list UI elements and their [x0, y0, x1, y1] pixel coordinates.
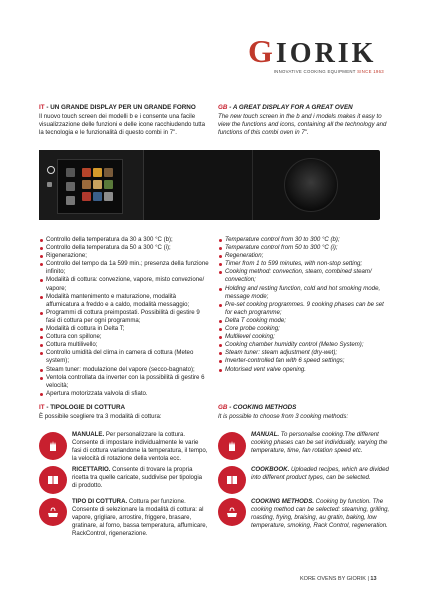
it-method-type: TIPO DI COTTURA. Cottura per funzione. Consente di selezionare la modalità di cottura: al vapore, grigliare, arrostire, friggere, brasare, gratinare, al forno, bassa temperatura, affumicare, RackControl, rigenerazione. — [72, 498, 208, 538]
oven-screen-panel — [39, 150, 144, 220]
feature-list-item: Regeneration; — [218, 252, 390, 260]
cookbook-icon — [218, 466, 246, 494]
giorik-logo — [248, 33, 398, 74]
feature-list-item: Modalità di cottura: convezione, vapore, misto convezione/ vapore; — [39, 276, 209, 292]
gb-feature-list — [218, 236, 390, 374]
feature-list-item: Inverter-controlled fan with 6 speed settings; — [218, 357, 390, 365]
logo-wordmark: GIORIK — [248, 33, 377, 69]
control-dial — [284, 158, 338, 212]
feature-list-item: Motorised vent valve opening. — [218, 366, 390, 374]
feature-list-item: Temperature control from 30 to 300 °C (b); — [218, 236, 390, 244]
gb-prefix: GB — [218, 104, 228, 111]
cooking-type-icon — [39, 498, 67, 526]
manual-hand-icon — [39, 432, 67, 460]
feature-list-item: Steam tuner: modulazione del vapore (secco-bagnato); — [39, 366, 209, 374]
usb-port-icon — [47, 182, 52, 187]
feature-list-item: Controllo della temperatura da 30 a 300 °C (b); — [39, 236, 209, 244]
touch-screen-display — [57, 159, 123, 214]
cookbook-icon — [39, 466, 67, 494]
feature-list-item: Timer from 1 to 599 minutes, with non-stop setting; — [218, 260, 390, 268]
feature-list-item: Cooking chamber humidity control (Meteo System); — [218, 341, 390, 349]
feature-list-item: Controllo del tempo da 1a 599 min.; presenza della funzione infinito; — [39, 260, 209, 276]
feature-list-item: Apertura motorizzata valvola di sfiato. — [39, 390, 209, 398]
gb-methods-intro: It is possible to choose from 3 cooking methods: — [218, 413, 349, 421]
page-number: 13 — [370, 576, 377, 582]
gb-method-type: COOKING METHODS. Cooking by function. The cooking method can be selected: steaming, grilling, roasting, frying, braising, au gratin, baking, low temperature, smoking, Rack Control, regeneration. — [251, 498, 390, 530]
feature-list-item: Steam tuner: steam adjustment (dry-wet); — [218, 349, 390, 357]
page-footer: KORE OVENS BY GIORIK | 13 — [300, 576, 377, 582]
footer-text: KORE OVENS BY GIORIK — [300, 576, 366, 582]
it-intro-section — [39, 104, 209, 137]
logo-tagline: INNOVATIVE COOKING EQUIPMENT SINCE 1963 — [273, 69, 384, 74]
it-feature-list — [39, 236, 209, 398]
feature-list-item: Ventola controllata da inverter con la possibilità di gestire 6 velocità; — [39, 374, 209, 390]
it-methods-intro: È possibile scegliere tra 3 modalità di cottura: — [39, 413, 162, 421]
cooking-type-icon — [218, 498, 246, 526]
oven-control-panel-image — [39, 150, 380, 220]
gb-method-cookbook: COOKBOOK. Uploaded recipes, which are divided into different product types, can be selected. — [251, 466, 389, 482]
feature-list-item: Controllo della temperatura da 50 a 300 °C (i); — [39, 244, 209, 252]
power-icon — [47, 166, 55, 174]
feature-list-item: Programmi di cottura preimpostati. Possibilità di gestire 9 fasi di cottura per ogni programma; — [39, 309, 209, 325]
gb-method-manual: MANUAL. To personalise cooking.The different cooking phases can be set individually, varying the temperature, time, fan rotation speed etc. — [251, 431, 388, 455]
feature-list-item: Multilevel cooking; — [218, 333, 390, 341]
feature-list-item: Delta T cooking mode; — [218, 317, 390, 325]
feature-list-item: Holding and resting function, cold and hot smoking mode, message mode; — [218, 285, 390, 301]
gb-title: - A GREAT DISPLAY FOR A GREAT OVEN — [227, 104, 353, 111]
it-methods-section: IT - TIPOLOGIE DI COTTURA È possibile scegliere tra 3 modalità di cottura: — [39, 404, 209, 421]
it-method-cookbook: RICETTARIO. Consente di trovare la propria ricetta tra quelle caricate, suddivise per tipologia di prodotto. — [72, 466, 203, 490]
feature-list-item: Cottura con spillone; — [39, 333, 209, 341]
it-body: Il nuovo touch screen dei modelli b e i consente una facile visualizzazione delle funzioni e delle icone racchiudendo tutta la tecnologia e le funzionalità di questo combi in 7". — [39, 113, 205, 137]
it-title: - UN GRANDE DISPLAY PER UN GRANDE FORNO — [44, 104, 196, 111]
gb-methods-section: GB - COOKING METHODS It is possible to choose from 3 cooking methods: — [218, 404, 388, 421]
gb-intro-section — [218, 104, 388, 137]
feature-list-item: Pre-set cooking programmes. 9 cooking phases can be set for each programme; — [218, 301, 390, 317]
gb-body: The new touch screen in the b and i models makes it easy to view the functions and icons, containing all the technology and functions of this combi oven in 7". — [218, 113, 387, 137]
feature-list-item: Modalità di cottura in Delta T; — [39, 325, 209, 333]
feature-list-item: Temperature control from 50 to 300 °C (i); — [218, 244, 390, 252]
it-method-manual: MANUALE. Per personalizzare la cottura. Consente di impostare individualmente le varie fasi di cottura variandone la temperatura, il tempo, la velocità di rotazione della ventola ecc. — [72, 431, 208, 463]
feature-list-item: Modalità mantenimento e maturazione, modalità affumicatura a freddo e a caldo, modalità messaggio; — [39, 293, 209, 309]
feature-list-item: Core probe cooking; — [218, 325, 390, 333]
feature-list-item: Cottura multilivello; — [39, 341, 209, 349]
manual-hand-icon — [218, 432, 246, 460]
feature-list-item: Cooking method: convection, steam, combined steam/ convection; — [218, 268, 390, 284]
it-prefix: IT — [39, 104, 45, 111]
feature-list-item: Rigenerazione; — [39, 252, 209, 260]
feature-list-item: Controllo umidità del clima in camera di cottura (Meteo system); — [39, 349, 209, 365]
